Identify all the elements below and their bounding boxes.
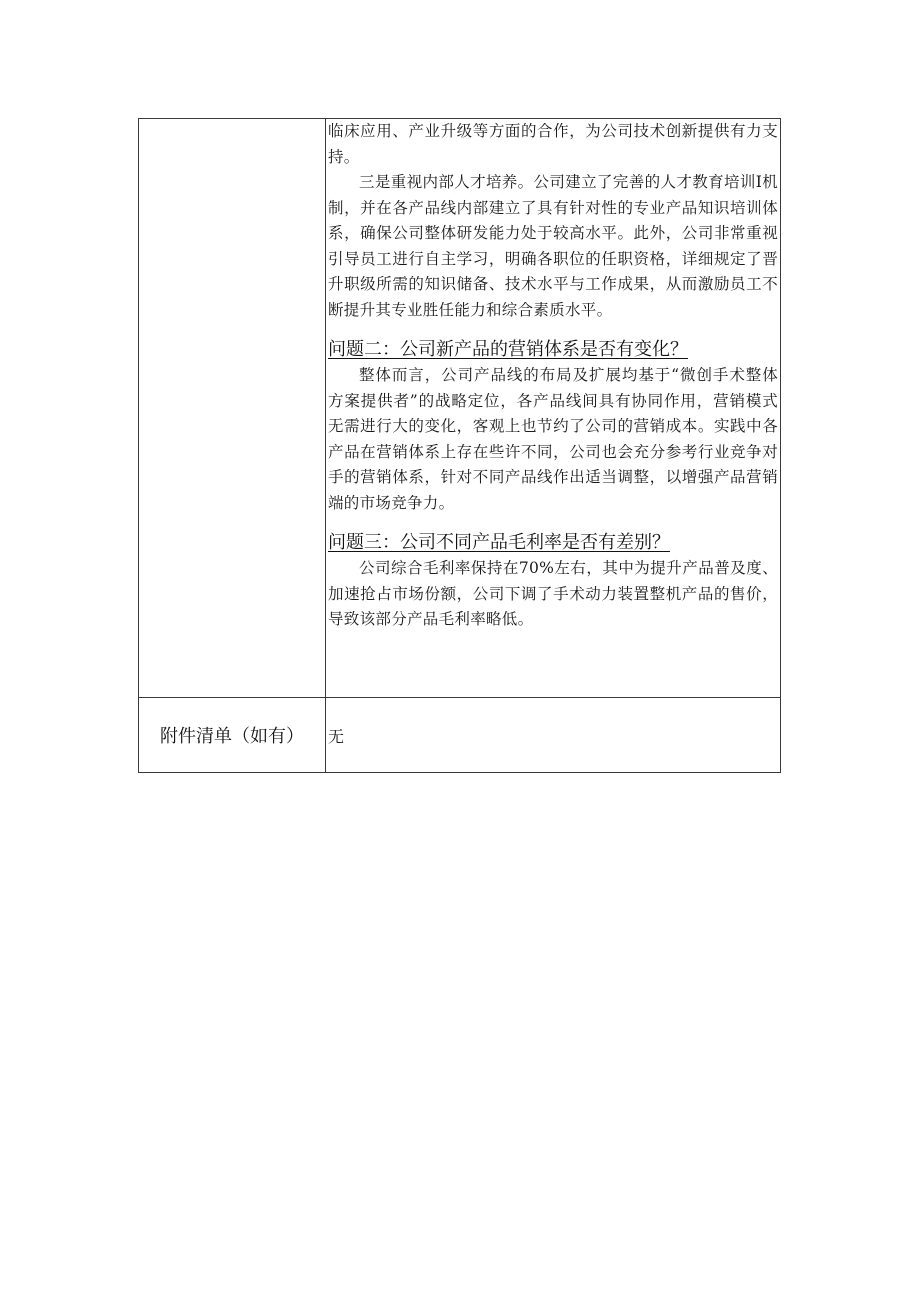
answer-two-paragraph: 整体而言，公司产品线的布局及扩展均基于“微创手术整体方案提供者”的战略定位，各产品线间具有协同作用，营销模式无需进行大的变化，客观上也节约了公司的营销成本。实践中各产品在营销体系上存在些许不同，公司也会充分参考行业竞争对手的营销体系，针对不同产品线作出适当调整，以增强产品营销端的市场竞争力。 [328, 366, 778, 512]
content-cell [326, 119, 781, 698]
question-two-heading: 问题二：公司新产品的营销体系是否有变化？ [328, 339, 688, 360]
attachments-label: 附件清单（如有） [139, 698, 326, 773]
attachments-value: 无 [326, 698, 781, 773]
empty-label-cell [139, 119, 326, 698]
question-three-heading: 问题三：公司不同产品毛利率是否有差别？ [328, 532, 670, 553]
answer-three-paragraph: 公司综合毛利率保持在70%左右，其中为提升产品普及度、加速抢占市场份额，公司下调了手术动力装置整机产品的售价，导致该部分产品毛利率略低。 [328, 559, 778, 628]
main-row [139, 119, 781, 698]
attachments-row [139, 698, 781, 773]
document-table [138, 118, 781, 773]
paragraph-continued: 临床应用、产业升级等方面的合作，为公司技术创新提供有力支持。 [328, 122, 778, 166]
paragraph-talent-training: 三是重视内部人才培养。公司建立了完善的人才教育培训I机制，并在各产品线内部建立了具有针对性的专业产品知识培训体系，确保公司整体研发能力处于较高水平。此外，公司非常重视引导员工进行自主学习，明确各职位的任职资格，详细规定了晋升职级所需的知识储备、技术水平与工作成果，从而激励员工不断提升其专业胜任能力和综合素质水平。 [328, 173, 778, 319]
